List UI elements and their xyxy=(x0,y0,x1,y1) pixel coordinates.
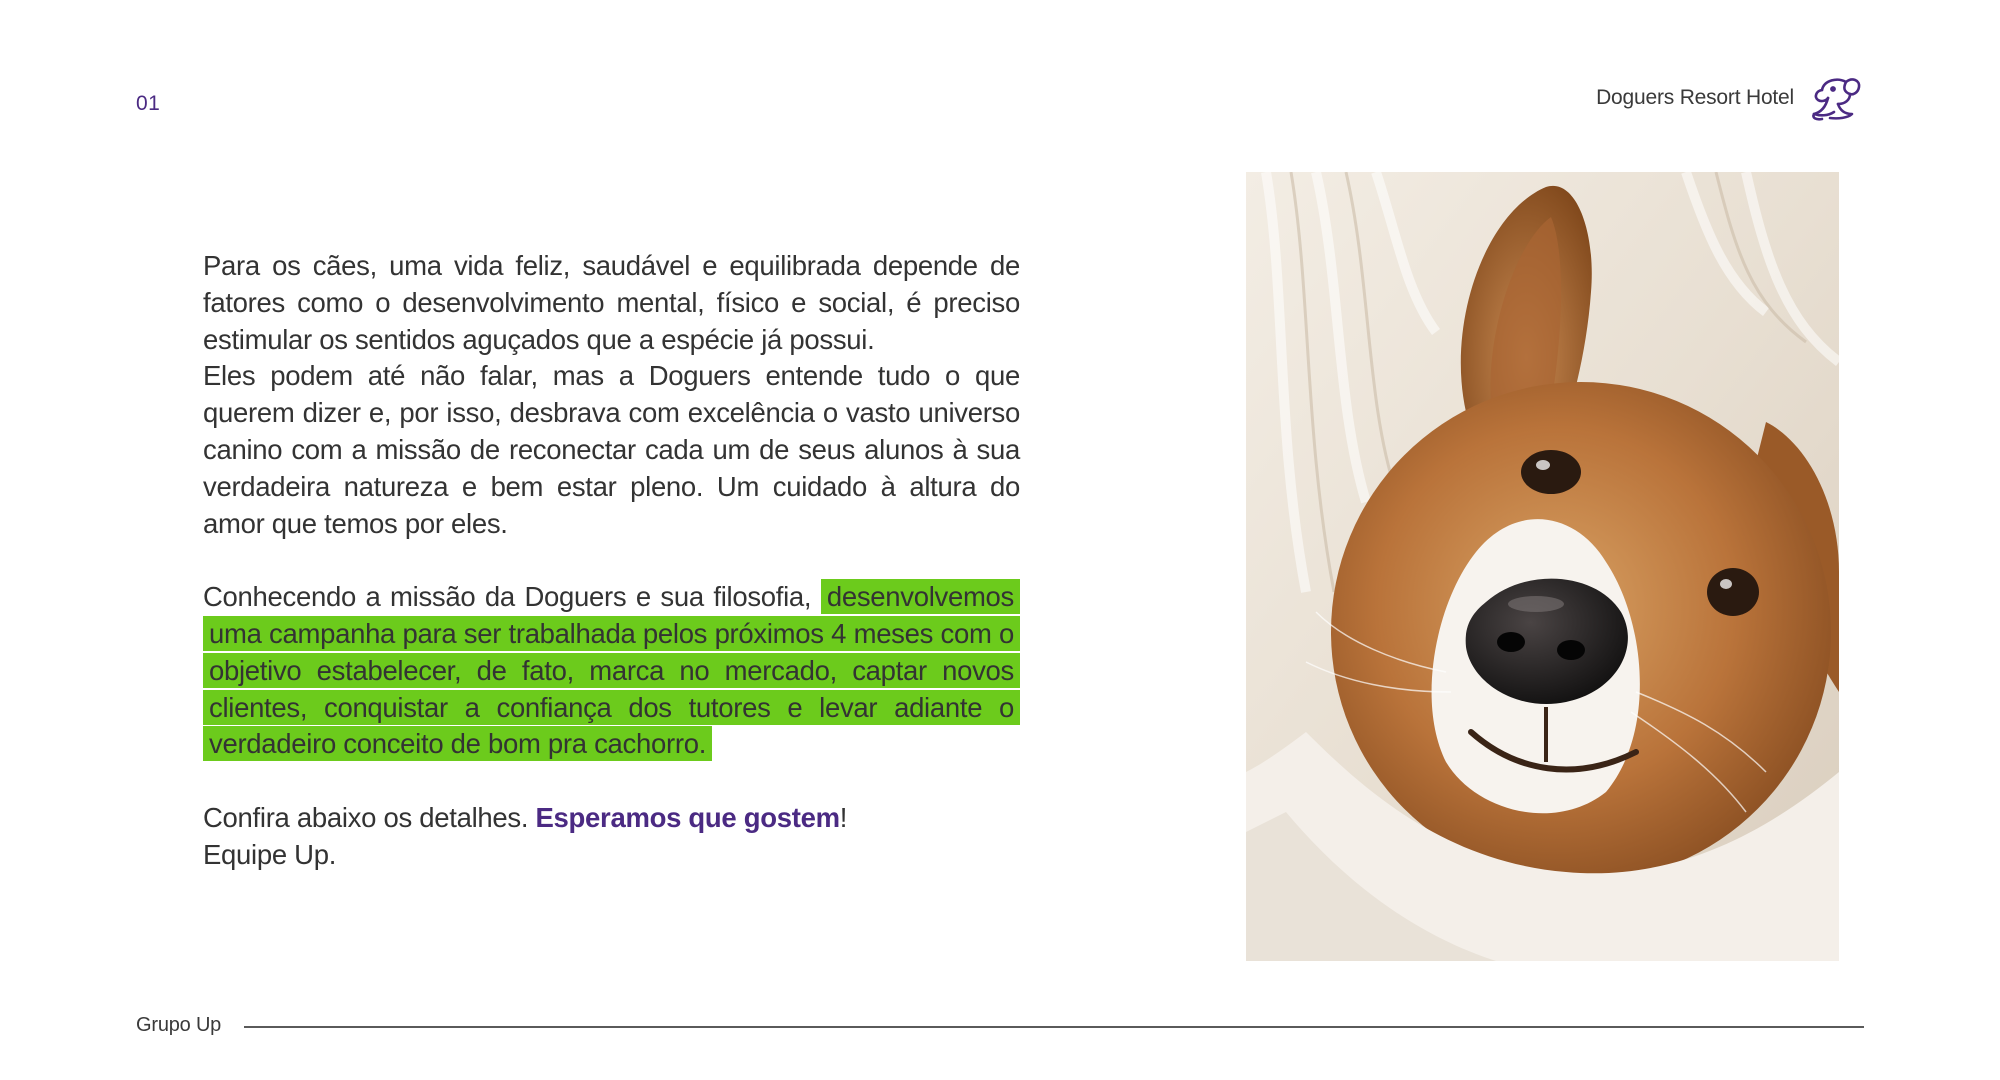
signature: Equipe Up. xyxy=(203,838,337,870)
closing-end-text: ! xyxy=(839,801,848,833)
body-text xyxy=(203,248,1020,874)
footer-divider xyxy=(244,1026,1864,1028)
closing-emphasis-text: Esperamos que gostem xyxy=(535,801,840,833)
page-number: 01 xyxy=(136,92,161,115)
campaign-highlight-text: desenvolvemos uma campanha para ser trabalhada pelos próximos 4 meses com o objetivo estabelecer, de fato, marca no mercado, captar novos clientes, conquistar a confiança dos tutores e levar adiante o verdadeiro conceito de bom pra cachorro. xyxy=(203,579,1020,761)
closing-lead-text: Confira abaixo os detalhes. xyxy=(203,801,529,833)
campaign-lead-text: Conhecendo a missão da Doguers e sua filosofia, xyxy=(203,581,812,613)
paragraph-doguers: Eles podem até não falar, mas a Doguers entende tudo o que querem dizer e, por isso, desbrava com excelência o vasto universo canino com a missão de reconectar cada um de seus alunos à sua verdadeira natureza e bem estar pleno. Um cuidado à altura do amor que temos por eles. xyxy=(203,360,1020,539)
paragraph-campaign xyxy=(203,579,1020,763)
brand-name: Doguers Resort Hotel xyxy=(1596,86,1794,109)
closing-line xyxy=(203,800,1020,837)
dog-logo-icon xyxy=(1808,74,1864,122)
dog-photo xyxy=(1246,172,1839,961)
header-brand xyxy=(1596,74,1864,122)
paragraph-intro: Para os cães, uma vida feliz, saudável e equilibrada depende de fatores como o desenvolvimento mental, físico e social, é preciso estimular os sentidos aguçados que a espécie já possui. xyxy=(203,250,1020,355)
footer-label: Grupo Up xyxy=(136,1014,222,1036)
